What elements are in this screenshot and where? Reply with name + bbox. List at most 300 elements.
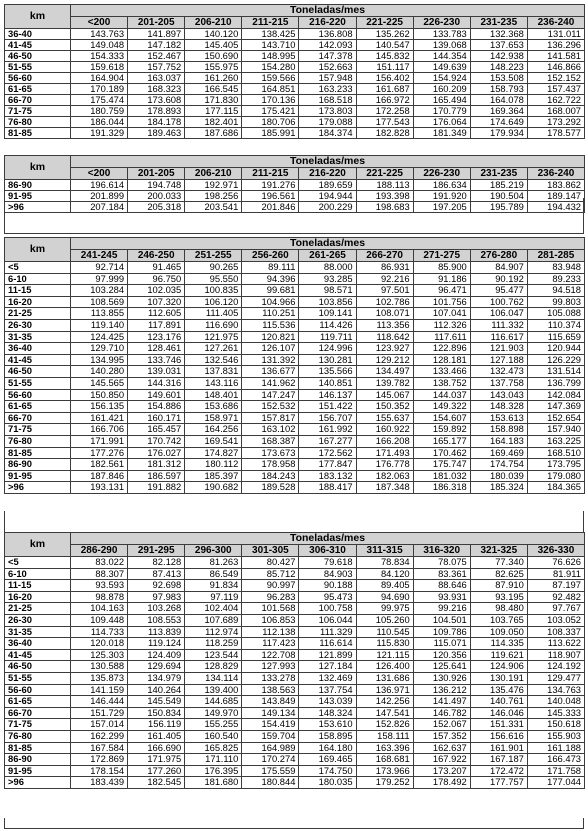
value-cell: 94.690 bbox=[356, 591, 413, 603]
value-cell: 108.337 bbox=[527, 626, 584, 638]
value-cell: 147.541 bbox=[356, 707, 413, 719]
km-range-cell: 51-55 bbox=[5, 672, 71, 684]
value-cell: 161.405 bbox=[128, 730, 185, 742]
value-cell: 150.850 bbox=[71, 389, 128, 401]
km-range-cell: 51-55 bbox=[5, 62, 71, 73]
value-cell: 143.763 bbox=[71, 29, 128, 40]
value-cell: 191.882 bbox=[128, 482, 185, 494]
value-cell: 173.966 bbox=[356, 765, 413, 777]
value-cell: 108.569 bbox=[71, 296, 128, 308]
value-cell: 173.608 bbox=[128, 95, 185, 106]
value-cell: 150.352 bbox=[356, 401, 413, 413]
value-cell: 157.940 bbox=[527, 424, 584, 436]
km-range-cell: 31-35 bbox=[5, 626, 71, 638]
table-row bbox=[5, 62, 585, 73]
value-cell: 197.205 bbox=[413, 202, 470, 213]
value-cell: 101.756 bbox=[413, 296, 470, 308]
value-cell: 138.752 bbox=[413, 377, 470, 389]
rate-table bbox=[4, 532, 585, 789]
value-cell: 98.878 bbox=[71, 591, 128, 603]
value-cell: 127.184 bbox=[299, 661, 356, 673]
value-cell: 141.159 bbox=[71, 684, 128, 696]
km-range-cell: 86-90 bbox=[5, 180, 71, 191]
km-range-cell: 41-45 bbox=[5, 649, 71, 661]
km-range-cell: 26-30 bbox=[5, 319, 71, 331]
value-cell: 148.328 bbox=[470, 401, 527, 413]
km-range-cell: 66-70 bbox=[5, 412, 71, 424]
value-cell: 168.681 bbox=[356, 754, 413, 766]
value-cell: 96.471 bbox=[413, 285, 470, 297]
km-range-cell: 56-60 bbox=[5, 389, 71, 401]
value-cell: 121.899 bbox=[299, 649, 356, 661]
value-cell: 146.866 bbox=[527, 62, 584, 73]
value-cell: 187.686 bbox=[185, 128, 242, 139]
value-cell: 106.120 bbox=[185, 296, 242, 308]
value-cell: 133.746 bbox=[128, 354, 185, 366]
value-cell: 90.997 bbox=[242, 580, 299, 592]
value-cell: 173.795 bbox=[527, 459, 584, 471]
column-header: 221-225 bbox=[356, 17, 413, 29]
value-cell: 147.247 bbox=[242, 389, 299, 401]
value-cell: 141.897 bbox=[128, 29, 185, 40]
value-cell: 140.547 bbox=[356, 40, 413, 51]
table-row bbox=[5, 684, 585, 696]
value-cell: 166.473 bbox=[527, 754, 584, 766]
value-cell: 179.252 bbox=[356, 777, 413, 789]
value-cell: 168.387 bbox=[242, 435, 299, 447]
value-cell: 119.711 bbox=[299, 331, 356, 343]
table-row bbox=[5, 696, 585, 708]
column-header: 251-255 bbox=[185, 250, 242, 262]
value-cell: 130.926 bbox=[413, 672, 470, 684]
table-row bbox=[5, 366, 585, 378]
column-header: 266-270 bbox=[356, 250, 413, 262]
value-cell: 124.425 bbox=[71, 331, 128, 343]
value-cell: 155.903 bbox=[527, 730, 584, 742]
value-cell: 180.112 bbox=[185, 459, 242, 471]
value-cell: 124.996 bbox=[299, 343, 356, 355]
value-cell: 177.757 bbox=[470, 777, 527, 789]
value-cell: 185.324 bbox=[470, 482, 527, 494]
value-cell: 152.152 bbox=[527, 73, 584, 84]
rate-table bbox=[4, 237, 585, 494]
value-cell: 142.256 bbox=[356, 696, 413, 708]
value-cell: 97.999 bbox=[71, 273, 128, 285]
table-row bbox=[5, 459, 585, 471]
value-cell: 164.989 bbox=[242, 742, 299, 754]
value-cell: 146.782 bbox=[413, 707, 470, 719]
value-cell: 157.948 bbox=[299, 73, 356, 84]
value-cell: 178.577 bbox=[527, 128, 584, 139]
value-cell: 86.549 bbox=[185, 568, 242, 580]
tons-per-month-header: Toneladas/mes bbox=[71, 533, 585, 545]
table-row bbox=[5, 638, 585, 650]
km-range-cell: 76-80 bbox=[5, 435, 71, 447]
value-cell: 140.851 bbox=[299, 377, 356, 389]
value-cell: 111.405 bbox=[185, 308, 242, 320]
value-cell: 147.369 bbox=[527, 401, 584, 413]
value-cell: 124.409 bbox=[128, 649, 185, 661]
value-cell: 91.186 bbox=[413, 273, 470, 285]
value-cell: 189.659 bbox=[299, 180, 356, 191]
value-cell: 119.124 bbox=[128, 638, 185, 650]
value-cell: 154.333 bbox=[71, 51, 128, 62]
value-cell: 123.544 bbox=[185, 649, 242, 661]
value-cell: 124.192 bbox=[527, 661, 584, 673]
column-header: 231-235 bbox=[470, 168, 527, 180]
value-cell: 133.783 bbox=[413, 29, 470, 40]
value-cell: 102.786 bbox=[356, 296, 413, 308]
value-cell: 77.340 bbox=[470, 557, 527, 569]
value-cell: 118.642 bbox=[356, 331, 413, 343]
value-cell: 158.111 bbox=[356, 730, 413, 742]
km-range-cell: 61-65 bbox=[5, 401, 71, 413]
value-cell: 177.543 bbox=[356, 117, 413, 128]
value-cell: 172.869 bbox=[71, 754, 128, 766]
value-cell: 161.901 bbox=[470, 742, 527, 754]
value-cell: 125.641 bbox=[413, 661, 470, 673]
value-cell: 182.401 bbox=[185, 117, 242, 128]
value-cell: 123.927 bbox=[356, 343, 413, 355]
value-cell: 110.545 bbox=[356, 626, 413, 638]
value-cell: 146.137 bbox=[299, 389, 356, 401]
value-cell: 120.944 bbox=[527, 343, 584, 355]
table-row bbox=[5, 331, 585, 343]
value-cell: 191.329 bbox=[71, 128, 128, 139]
value-cell: 89.111 bbox=[242, 262, 299, 274]
value-cell: 139.031 bbox=[128, 366, 185, 378]
value-cell: 98.480 bbox=[470, 603, 527, 615]
table-row bbox=[5, 29, 585, 40]
tons-per-month-header: Toneladas/mes bbox=[71, 156, 585, 168]
value-cell: 110.374 bbox=[527, 319, 584, 331]
value-cell: 157.437 bbox=[527, 84, 584, 95]
value-cell: 97.767 bbox=[527, 603, 584, 615]
value-cell: 175.747 bbox=[413, 459, 470, 471]
table-row bbox=[5, 377, 585, 389]
km-range-cell: 31-35 bbox=[5, 331, 71, 343]
km-range-cell: 46-50 bbox=[5, 366, 71, 378]
value-cell: 107.041 bbox=[413, 308, 470, 320]
value-cell: 191.920 bbox=[413, 191, 470, 202]
km-range-cell: 76-80 bbox=[5, 117, 71, 128]
value-cell: 134.497 bbox=[356, 366, 413, 378]
value-cell: 136.971 bbox=[356, 684, 413, 696]
value-cell: 182.063 bbox=[356, 470, 413, 482]
tons-per-month-header: Toneladas/mes bbox=[71, 5, 585, 17]
value-cell: 156.707 bbox=[299, 412, 356, 424]
value-cell: 166.706 bbox=[71, 424, 128, 436]
value-cell: 153.508 bbox=[470, 73, 527, 84]
km-header: km bbox=[5, 533, 71, 557]
value-cell: 92.698 bbox=[128, 580, 185, 592]
value-cell: 169.469 bbox=[470, 447, 527, 459]
value-cell: 109.786 bbox=[413, 626, 470, 638]
table-row bbox=[5, 777, 585, 789]
column-header: 276-280 bbox=[470, 250, 527, 262]
value-cell: 182.828 bbox=[356, 128, 413, 139]
value-cell: 112.974 bbox=[185, 626, 242, 638]
value-cell: 166.690 bbox=[128, 742, 185, 754]
km-range-cell: 71-75 bbox=[5, 719, 71, 731]
rate-table-section-1 bbox=[4, 4, 584, 139]
value-cell: 87.910 bbox=[470, 580, 527, 592]
value-cell: 137.754 bbox=[299, 684, 356, 696]
value-cell: 99.216 bbox=[413, 603, 470, 615]
value-cell: 178.893 bbox=[128, 106, 185, 117]
km-range-cell: >96 bbox=[5, 482, 71, 494]
value-cell: 128.181 bbox=[413, 354, 470, 366]
value-cell: 149.134 bbox=[242, 707, 299, 719]
value-cell: 126.229 bbox=[527, 354, 584, 366]
value-cell: 109.141 bbox=[299, 308, 356, 320]
value-cell: 142.938 bbox=[470, 51, 527, 62]
value-cell: 146.444 bbox=[71, 696, 128, 708]
value-cell: 116.690 bbox=[185, 319, 242, 331]
value-cell: 92.714 bbox=[71, 262, 128, 274]
km-range-cell: 46-50 bbox=[5, 51, 71, 62]
value-cell: 93.931 bbox=[413, 591, 470, 603]
value-cell: 160.922 bbox=[356, 424, 413, 436]
value-cell: 154.886 bbox=[128, 401, 185, 413]
value-cell: 184.178 bbox=[128, 117, 185, 128]
value-cell: 157.752 bbox=[128, 62, 185, 73]
value-cell: 149.601 bbox=[128, 389, 185, 401]
value-cell: 162.722 bbox=[527, 95, 584, 106]
value-cell: 168.518 bbox=[299, 95, 356, 106]
value-cell: 174.827 bbox=[185, 447, 242, 459]
value-cell: 177.260 bbox=[128, 765, 185, 777]
column-header: 236-240 bbox=[527, 168, 584, 180]
value-cell: 164.078 bbox=[470, 95, 527, 106]
value-cell: 175.474 bbox=[71, 95, 128, 106]
section-4-trailing-space bbox=[4, 818, 584, 829]
km-range-cell: 6-10 bbox=[5, 273, 71, 285]
km-range-cell: 36-40 bbox=[5, 343, 71, 355]
value-cell: 102.035 bbox=[128, 285, 185, 297]
value-cell: 87.197 bbox=[527, 580, 584, 592]
km-range-cell: 91-95 bbox=[5, 765, 71, 777]
value-cell: 176.395 bbox=[185, 765, 242, 777]
value-cell: 150.690 bbox=[185, 51, 242, 62]
value-cell: 122.896 bbox=[413, 343, 470, 355]
column-header: <200 bbox=[71, 168, 128, 180]
value-cell: 143.043 bbox=[470, 389, 527, 401]
value-cell: 161.992 bbox=[299, 424, 356, 436]
value-cell: 121.115 bbox=[356, 649, 413, 661]
table-row bbox=[5, 742, 585, 754]
column-header: 211-215 bbox=[242, 17, 299, 29]
column-header: 321-325 bbox=[470, 545, 527, 557]
value-cell: 189.463 bbox=[128, 128, 185, 139]
value-cell: 161.687 bbox=[356, 84, 413, 95]
value-cell: 104.966 bbox=[242, 296, 299, 308]
table-row bbox=[5, 591, 585, 603]
value-cell: 154.419 bbox=[242, 719, 299, 731]
value-cell: 181.032 bbox=[413, 470, 470, 482]
value-cell: 114.733 bbox=[71, 626, 128, 638]
table-row bbox=[5, 40, 585, 51]
table-row bbox=[5, 661, 585, 673]
value-cell: 136.799 bbox=[527, 377, 584, 389]
value-cell: 152.826 bbox=[356, 719, 413, 731]
value-cell: 156.119 bbox=[128, 719, 185, 731]
value-cell: 96.750 bbox=[128, 273, 185, 285]
value-cell: 90.192 bbox=[470, 273, 527, 285]
value-cell: 136.677 bbox=[242, 366, 299, 378]
value-cell: 166.972 bbox=[356, 95, 413, 106]
value-cell: 93.195 bbox=[470, 591, 527, 603]
value-cell: 160.171 bbox=[128, 412, 185, 424]
value-cell: 81.911 bbox=[527, 568, 584, 580]
value-cell: 144.354 bbox=[413, 51, 470, 62]
value-cell: 127.188 bbox=[470, 354, 527, 366]
value-cell: 194.432 bbox=[527, 202, 584, 213]
value-cell: 189.147 bbox=[527, 191, 584, 202]
km-range-cell: 56-60 bbox=[5, 684, 71, 696]
km-range-cell: 16-20 bbox=[5, 296, 71, 308]
value-cell: 137.653 bbox=[470, 40, 527, 51]
value-cell: 110.251 bbox=[242, 308, 299, 320]
column-header: 306-310 bbox=[299, 545, 356, 557]
value-cell: 114.426 bbox=[299, 319, 356, 331]
value-cell: 137.831 bbox=[185, 366, 242, 378]
km-range-cell: 66-70 bbox=[5, 95, 71, 106]
value-cell: 99.975 bbox=[356, 603, 413, 615]
value-cell: 171.991 bbox=[71, 435, 128, 447]
value-cell: 81.263 bbox=[185, 557, 242, 569]
km-range-cell: 86-90 bbox=[5, 459, 71, 471]
value-cell: 102.404 bbox=[185, 603, 242, 615]
value-cell: 151.117 bbox=[356, 62, 413, 73]
value-cell: 145.333 bbox=[527, 707, 584, 719]
value-cell: 154.607 bbox=[413, 412, 470, 424]
value-cell: 79.618 bbox=[299, 557, 356, 569]
value-cell: 169.465 bbox=[299, 754, 356, 766]
value-cell: 129.212 bbox=[356, 354, 413, 366]
value-cell: 133.466 bbox=[413, 366, 470, 378]
value-cell: 132.546 bbox=[185, 354, 242, 366]
column-header: 291-295 bbox=[128, 545, 185, 557]
value-cell: 185.991 bbox=[242, 128, 299, 139]
value-cell: 161.260 bbox=[185, 73, 242, 84]
value-cell: 159.892 bbox=[413, 424, 470, 436]
value-cell: 128.829 bbox=[185, 661, 242, 673]
value-cell: 130.588 bbox=[71, 661, 128, 673]
value-cell: 93.593 bbox=[71, 580, 128, 592]
value-cell: 184.374 bbox=[299, 128, 356, 139]
value-cell: 93.285 bbox=[299, 273, 356, 285]
value-cell: 168.007 bbox=[527, 106, 584, 117]
value-cell: 147.182 bbox=[128, 40, 185, 51]
value-cell: 100.762 bbox=[470, 296, 527, 308]
value-cell: 94.518 bbox=[527, 285, 584, 297]
value-cell: 171.975 bbox=[128, 754, 185, 766]
km-range-cell: 81-85 bbox=[5, 447, 71, 459]
column-header: 241-245 bbox=[71, 250, 128, 262]
value-cell: 198.256 bbox=[185, 191, 242, 202]
value-cell: 112.326 bbox=[413, 319, 470, 331]
value-cell: 145.067 bbox=[356, 389, 413, 401]
value-cell: 151.331 bbox=[470, 719, 527, 731]
table-row bbox=[5, 447, 585, 459]
table-row bbox=[5, 568, 585, 580]
section-2-trailing-space bbox=[4, 198, 584, 234]
value-cell: 116.614 bbox=[299, 638, 356, 650]
value-cell: 205.318 bbox=[128, 202, 185, 213]
table-row bbox=[5, 51, 585, 62]
value-cell: 169.364 bbox=[470, 106, 527, 117]
value-cell: 116.617 bbox=[470, 331, 527, 343]
table-row bbox=[5, 401, 585, 413]
table-row bbox=[5, 614, 585, 626]
value-cell: 173.292 bbox=[527, 117, 584, 128]
value-cell: 186.044 bbox=[71, 117, 128, 128]
value-cell: 120.018 bbox=[71, 638, 128, 650]
km-range-cell: 11-15 bbox=[5, 285, 71, 297]
value-cell: 163.102 bbox=[242, 424, 299, 436]
value-cell: 163.037 bbox=[128, 73, 185, 84]
table-row bbox=[5, 707, 585, 719]
value-cell: 170.136 bbox=[242, 95, 299, 106]
value-cell: 163.233 bbox=[299, 84, 356, 95]
value-cell: 182.561 bbox=[71, 459, 128, 471]
value-cell: 101.568 bbox=[242, 603, 299, 615]
value-cell: 125.303 bbox=[71, 649, 128, 661]
value-cell: 164.904 bbox=[71, 73, 128, 84]
table-row bbox=[5, 180, 585, 191]
value-cell: 115.071 bbox=[413, 638, 470, 650]
column-header: 316-320 bbox=[413, 545, 470, 557]
value-cell: 157.817 bbox=[242, 412, 299, 424]
km-range-cell: 66-70 bbox=[5, 707, 71, 719]
value-cell: 141.962 bbox=[242, 377, 299, 389]
value-cell: 190.682 bbox=[185, 482, 242, 494]
value-cell: 92.482 bbox=[527, 591, 584, 603]
value-cell: 175.559 bbox=[242, 765, 299, 777]
value-cell: 176.027 bbox=[128, 447, 185, 459]
value-cell: 180.039 bbox=[470, 470, 527, 482]
value-cell: 92.216 bbox=[356, 273, 413, 285]
value-cell: 180.759 bbox=[71, 106, 128, 117]
km-range-cell: 36-40 bbox=[5, 29, 71, 40]
table-row bbox=[5, 435, 585, 447]
value-cell: 153.610 bbox=[299, 719, 356, 731]
value-cell: 174.750 bbox=[299, 765, 356, 777]
column-header: 231-235 bbox=[470, 17, 527, 29]
value-cell: 177.044 bbox=[527, 777, 584, 789]
value-cell: 173.803 bbox=[299, 106, 356, 117]
value-cell: 189.528 bbox=[242, 482, 299, 494]
value-cell: 104.163 bbox=[71, 603, 128, 615]
value-cell: 161.421 bbox=[71, 412, 128, 424]
value-cell: 187.348 bbox=[356, 482, 413, 494]
value-cell: 98.571 bbox=[299, 285, 356, 297]
value-cell: 135.873 bbox=[71, 672, 128, 684]
value-cell: 140.280 bbox=[71, 366, 128, 378]
value-cell: 145.565 bbox=[71, 377, 128, 389]
km-range-cell: 11-15 bbox=[5, 580, 71, 592]
value-cell: 177.276 bbox=[71, 447, 128, 459]
value-cell: 134.995 bbox=[71, 354, 128, 366]
value-cell: 159.618 bbox=[71, 62, 128, 73]
value-cell: 95.473 bbox=[299, 591, 356, 603]
value-cell: 207.184 bbox=[71, 202, 128, 213]
value-cell: 127.993 bbox=[242, 661, 299, 673]
value-cell: 179.080 bbox=[527, 470, 584, 482]
table-row bbox=[5, 73, 585, 84]
table-row bbox=[5, 482, 585, 494]
